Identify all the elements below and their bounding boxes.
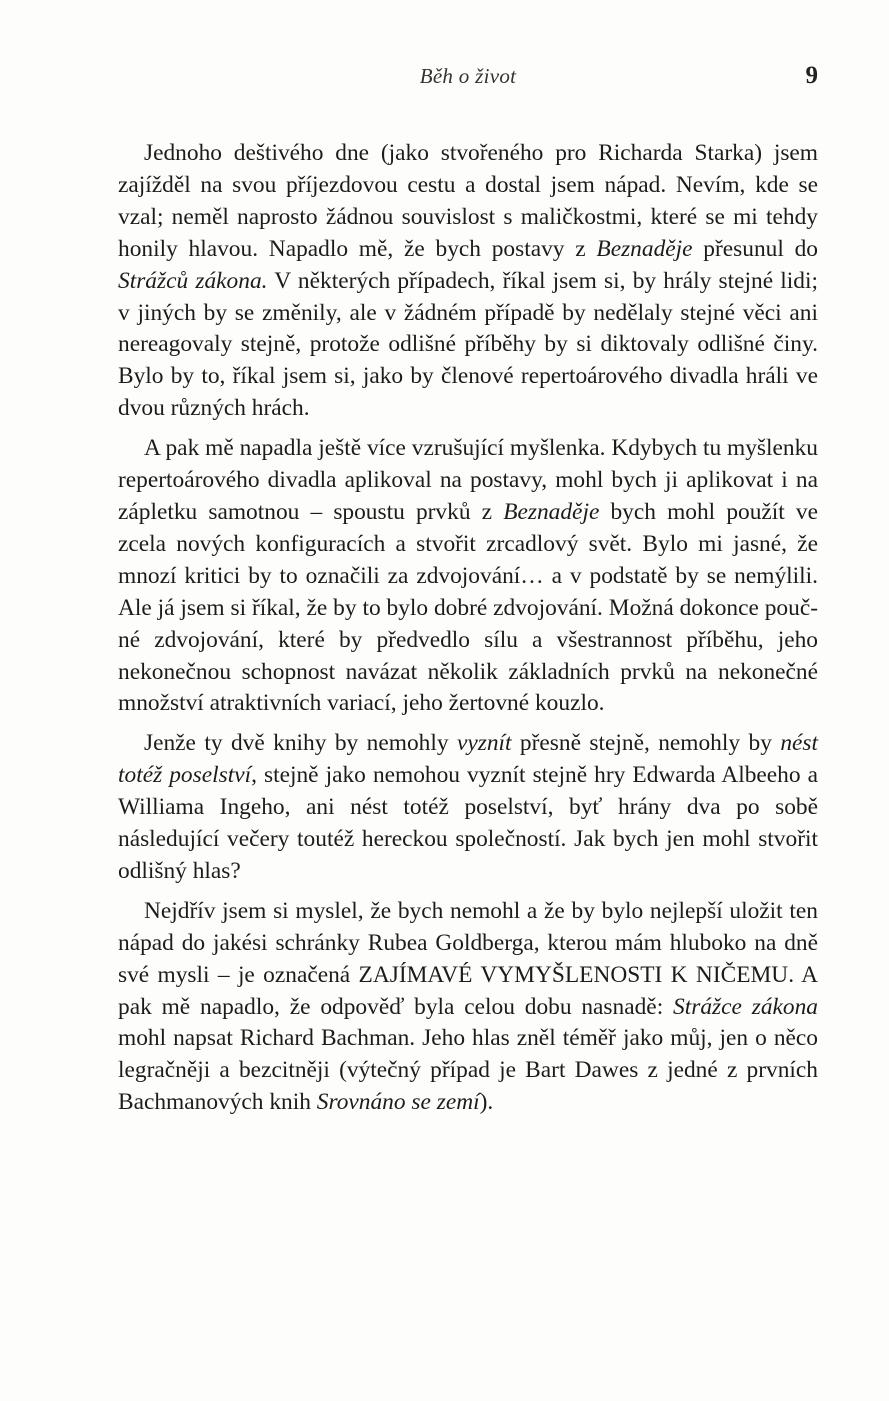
paragraph-1 [118, 138, 818, 425]
text-run: Jenže ty dvě knihy by nemohly [144, 730, 457, 757]
italic-run: vyznít [456, 730, 512, 757]
paragraph-3 [118, 728, 818, 888]
italic-run: Beznaděje [596, 235, 693, 262]
page-number: 9 [805, 62, 818, 89]
text-body [118, 138, 818, 1127]
text-run: bych mohl použít ve zcela nových konfiguracích a stvořit zrcadlový svět. Bylo mi jasné, že mnozí kritici by to označili za zdvojování… a v podstatě by se nemýlili. Ale já jsem si říkal, že by to bylo dobré zdvojování. Možná dokonce poučné zdvojování, které by předvedlo sílu a všestrannost příběhu, jeho nekonečnou schopnost navázat několik základních prvků na nekonečné množství atraktivních variací, jeho žertovné kouzlo. [118, 498, 818, 717]
text-run: ). [479, 1089, 494, 1116]
italic-run: Srovnáno se zemí [316, 1089, 480, 1116]
text-run: Nejdřív jsem si myslel, že bych nemohl a že by bylo nejlepší uložit ten nápad do jakési schránky Rubea Goldberga, kterou mám hluboko na dně své mysli – je označená ZAJÍMAVÉ VYMYŠLENOSTI K NIČEMU. A pak mě napadlo, že odpověď byla celou dobu nasnadě: [118, 897, 818, 1020]
italic-run: nést totéž poselství [118, 730, 818, 789]
text-run: V některých případech, říkal jsem si, by hrály stejné lidi; v jiných by se změnily, ale v žádném případě by nedělaly stejné věci ani nereagovaly stejně, protože odlišné příběhy by si diktovaly odlišné činy. Bylo by to, říkal jsem si, jako by členové repertoárového divadla hráli ve dvou různých hrách. [118, 267, 818, 422]
text-run: , stejně jako nemohou vyznít stejně hry Edwarda Albeeho a Williama Ingeho, ani nést totéž poselství, byť hrány dva po sobě následující večery toutéž hereckou společností. Jak bych jen mohl stvořit odlišný hlas? [118, 762, 818, 884]
text-run: Jednoho deštivého dne (jako stvořeného pro Richarda Starka) jsem zajížděl na svou příjezdovou cestu a dostal jsem nápad. Nevím, kde se vzal; neměl naprosto žádnou souvislost s maličkostmi, které se mi tehdy honily hlavou. Napadlo mě, že bych postavy z [118, 140, 818, 262]
italic-run: Beznaděje [503, 498, 600, 525]
running-head [118, 62, 818, 94]
italic-run: Strážců zákona. [118, 267, 268, 294]
text-run: A pak mě napadla ještě více vzrušující myšlenka. Kdybych tu myšlenku repertoárového divadla aplikoval na postavy, mohl bych ji aplikovat i na zápletku samotnou – spoustu prvků z [118, 435, 818, 525]
text-run: přesně stejně, nemohly by [511, 730, 781, 757]
paragraph-2 [118, 433, 818, 720]
text-run: přesunul do [692, 235, 818, 262]
text-run: mohl napsat Richard Bachman. Jeho hlas zněl téměř jako můj, jen o něco legračněji a bezcitněji (výtečný případ je Bart Dawes z jedné z prvních Bachmanových knih [118, 1025, 818, 1116]
running-title: Běh o život [419, 64, 517, 88]
italic-run: Strážce zákona [673, 993, 818, 1020]
paragraph-4 [118, 896, 818, 1119]
